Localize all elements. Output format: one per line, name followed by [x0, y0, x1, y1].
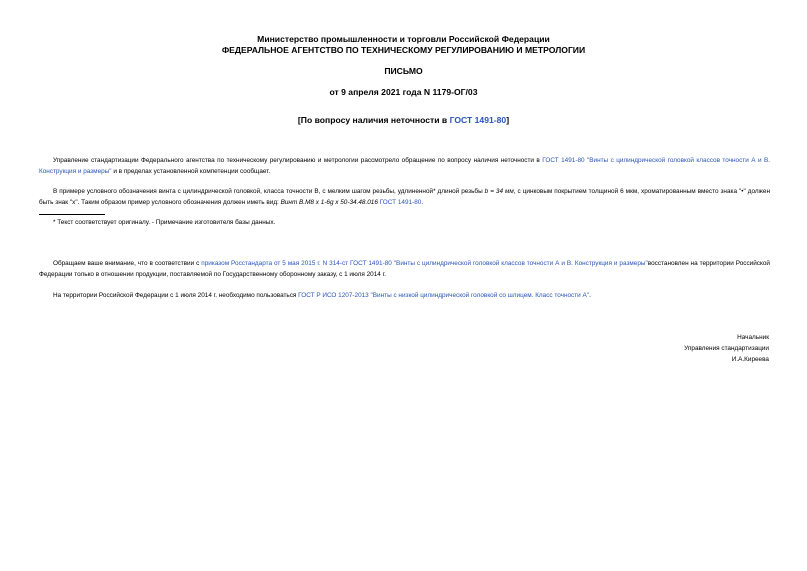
paragraph-2-text-mid: , с цинковым покрытием толщиной 6 мкм, хроматированным вместо знака "•" должен быть знак "х". Таким образом пример условного обозначения должен иметь вид: [39, 188, 770, 206]
paragraph-3 [39, 258, 770, 280]
paragraph-2-designation: Винт В.М8 х 1-6g х 50-34.48.016 [280, 199, 378, 206]
footnote [39, 217, 770, 228]
rosstandart-order-link[interactable]: приказом Росстандарта от 5 мая 2015 г. N 314-ст ГОСТ 1491-80 "Винты с цилиндрической головкой классов точности А и В. Конструкция и размеры" [201, 260, 648, 267]
paragraph-3-text: Обращаем ваше внимание, что в соответствии с [53, 260, 202, 267]
footnote-divider [39, 214, 105, 215]
subject-gost-link[interactable]: ГОСТ 1491-80 [449, 115, 507, 125]
document-subject [0, 115, 807, 126]
gost-r-iso-1207-2013-link[interactable]: ГОСТ Р ИСО 1207-2013 "Винты с низкой цилиндрической головкой со шлицем. Класс точности А" [298, 292, 590, 299]
gost-1491-80-link-2[interactable]: ГОСТ 1491-80 [379, 199, 422, 206]
paragraph-2-italic-b: b [484, 188, 489, 195]
paragraph-4-text: На территории Российской Федерации с 1 июля 2014 г. необходимо пользоваться [53, 292, 299, 299]
paragraph-1-text: Управление стандартизации Федерального агентства по техническому регулированию и метрологии рассмотрело обращение по вопросу наличия неточности в [53, 157, 543, 164]
agency-title: ФЕДЕРАЛЬНОЕ АГЕНТСТВО ПО ТЕХНИЧЕСКОМУ РЕГУЛИРОВАНИЮ И МЕТРОЛОГИИ [221, 45, 586, 55]
signature-title: Начальник [737, 334, 769, 341]
ministry-title: Министерство промышленности и торговли Российской Федерации [257, 34, 550, 44]
footnote-text: * Текст соответствует оригиналу. - Примечание изготовителя базы данных. [53, 219, 276, 226]
document-date-number: от 9 апреля 2021 года N 1179-ОГ/03 [329, 87, 478, 97]
paragraph-4 [39, 290, 770, 301]
paragraph-2-text-end: . [421, 199, 424, 206]
paragraph-1-text-end: и в пределах установленной компетенции сообщает. [111, 168, 271, 175]
signature-name: И.А.Киреева [731, 356, 769, 363]
paragraph-3-text-end: восстановлен на территории Российской Федерации только в отношении продукции, поставляемой по Государственному оборонному заказу, с 1 июля 2014 г. [39, 260, 770, 278]
paragraph-1 [39, 155, 770, 177]
document-type: ПИСЬМО [384, 66, 423, 76]
signature-department: Управления стандартизации [684, 345, 769, 352]
subject-prefix: [По вопросу наличия неточности в [297, 115, 450, 125]
paragraph-2-italic-length: = 34 мм [488, 188, 514, 195]
paragraph-4-text-end: . [589, 292, 591, 299]
paragraph-2 [39, 186, 770, 208]
gost-1491-80-link[interactable]: ГОСТ 1491-80 "Винты с цилиндрической головкой классов точности А и В. Конструкция и размеры" [39, 157, 770, 175]
subject-suffix: ] [506, 115, 510, 125]
paragraph-2-text: В примере условного обозначения винта с цилиндрической головкой, класса точности В, с мелким шагом резьбы, удлиненной* длиной резьбы [53, 188, 485, 195]
